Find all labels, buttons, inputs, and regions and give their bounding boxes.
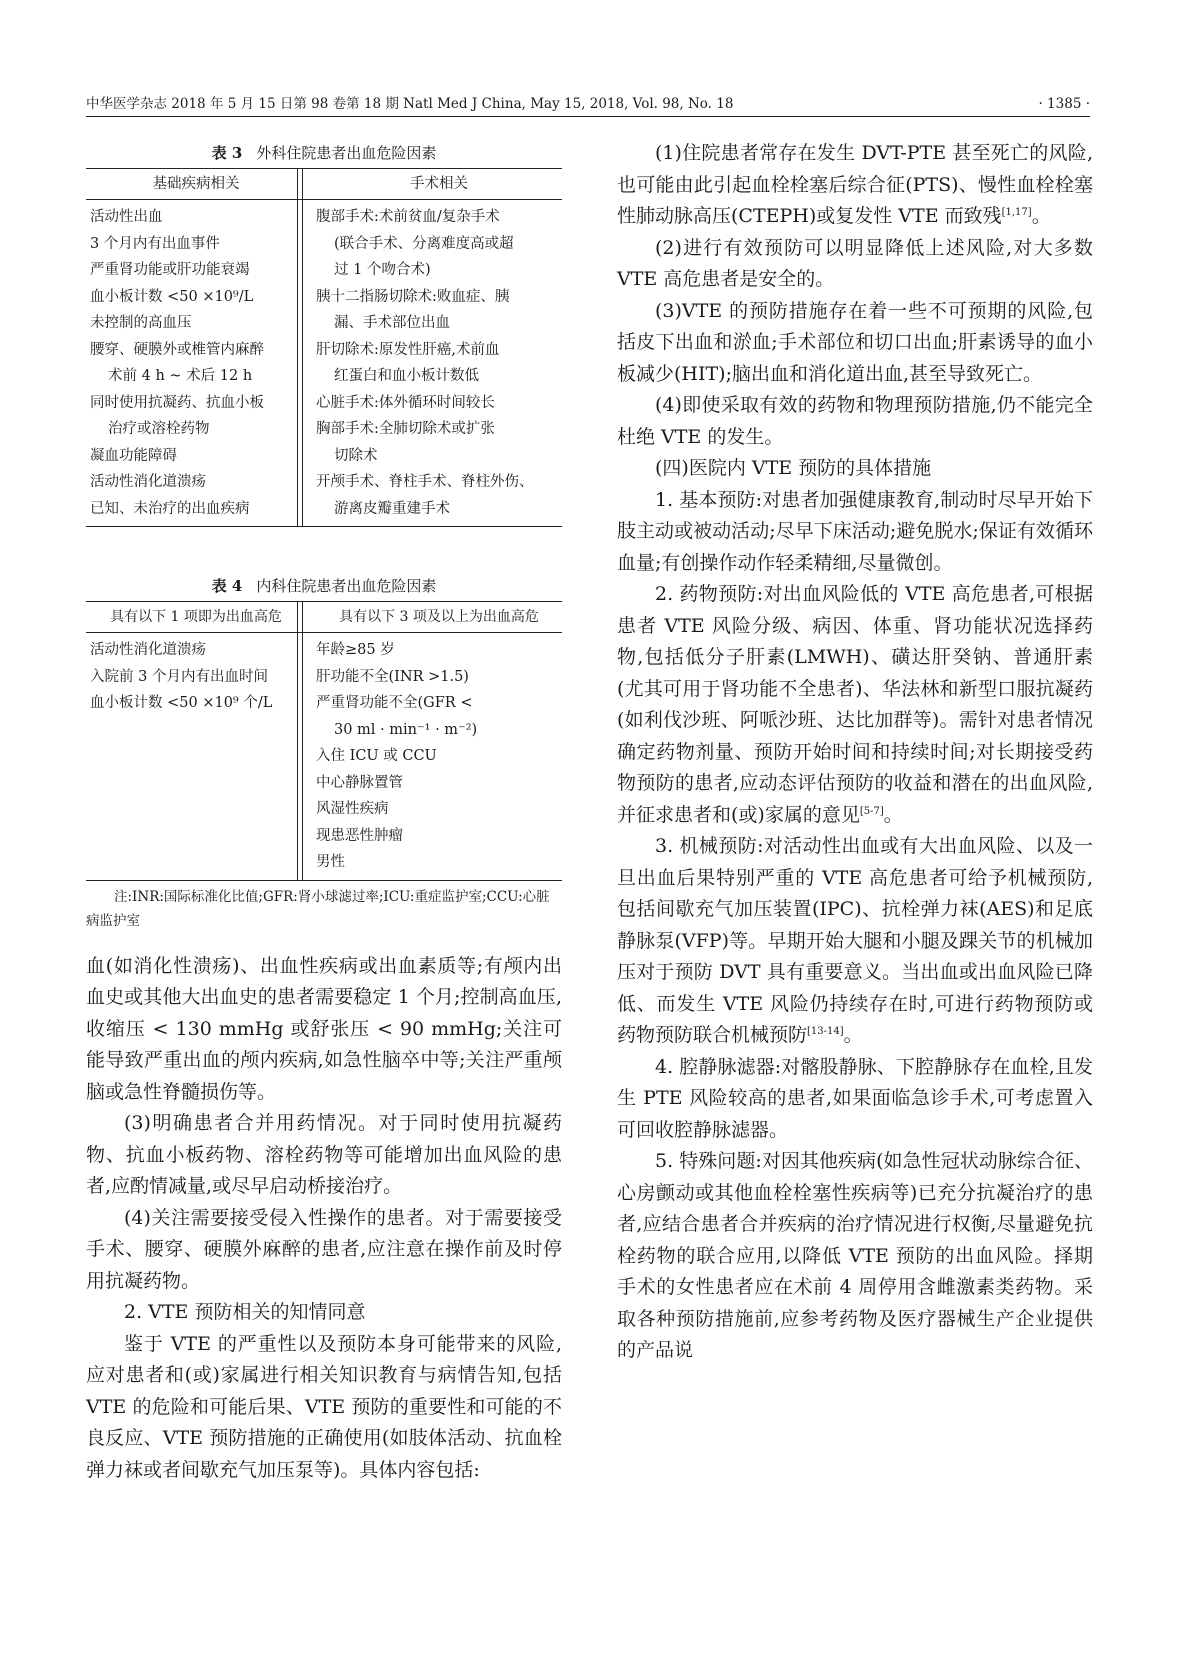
body-paragraph: 鉴于 VTE 的严重性以及预防本身可能带来的风险,应对患者和(或)家属进行相关知识教育与病情告知,包括 VTE 的危险和可能后果、VTE 预防的重要性和可能的不良反应、VTE 预防措施的正确使用(如肢体活动、抗血栓弹力袜或者间歇充气加压泵等)。具体内容包括: [86,1332,562,1481]
table-cell: 过 1 个吻合术) [334,262,431,278]
paragraph-end: 。 [843,1024,863,1046]
left-column [86,138,562,1486]
table4-caption [86,571,562,601]
table-cell: 游离皮瓣重建手术 [334,500,450,517]
table-cell: 血小板计数 <50 ×10⁹ 个/L [90,695,273,711]
table-cell: 男性 [316,854,345,870]
table-cell: 活动性出血 [90,209,163,225]
table-cell: 肝切除术:原发性肝癌,术前血 [316,341,500,358]
table-cell: 入住 ICU 或 CCU [316,748,437,764]
table4-header-row [86,602,562,633]
citation: [1,17] [1001,207,1032,218]
table-cell: 30 ml · min⁻¹ · m⁻²) [334,721,478,738]
table-cell: 漏、手术部位出血 [334,315,450,331]
section-heading: (四)医院内 VTE 预防的具体措施 [655,457,932,479]
page-number: · 1385 · [1038,96,1090,112]
table4-column-divider [297,602,303,880]
table4-title: 内科住院患者出血危险因素 [256,577,437,595]
table3-label: 表 3 [211,144,243,162]
body-paragraph: (3)VTE 的预防措施存在着一些不可预期的风险,包括皮下出血和淤血;手术部位和切口出血;肝素诱导的血小板减少(HIT);脑出血和消化道出血,甚至导致死亡。 [617,299,1093,385]
table4-col1 [86,637,302,876]
table-cell: 中心静脉置管 [316,774,403,791]
paragraph-text: 3. 机械预防:对活动性出血或有大出血风险、以及一旦出血后果特别严重的 VTE 高危患者可给予机械预防,包括间歇充气加压装置(IPC)、抗栓弹力袜(AES)和足底静脉泵(VFP)等。早期开始大腿和小腿及踝关节的机械加压对于预防 DVT 具有重要意义。当出血或出血风险已降低、而发生 VTE 风险仍持续存在时,可进行药物预防或药物预防联合机械预防 [617,835,1093,1046]
table3-title: 外科住院患者出血危险因素 [256,144,437,162]
paragraph-end: 。 [883,803,903,826]
table-cell: 凝血功能障碍 [90,447,177,464]
table4-body [86,633,562,880]
table-cell: 治疗或溶栓药物 [108,421,210,437]
table3-column-divider [297,169,303,526]
table3-col2-header: 手术相关 [410,176,468,192]
table-cell: 胰十二指肠切除术:败血症、胰 [316,288,510,305]
paragraph-text: (1)住院患者常存在发生 DVT-PTE 甚至死亡的风险,也可能由此引起血栓栓塞后综合征(PTS)、慢性血栓栓塞性肺动脉高压(CTEPH)或复发性 VTE 而致残 [617,142,1093,227]
table3-header-row [86,169,562,200]
body-paragraph: (2)进行有效预防可以明显降低上述风险,对大多数 VTE 高危患者是安全的。 [617,236,1093,290]
table4 [86,601,562,881]
table-cell: 肝功能不全(INR >1.5) [316,668,469,685]
table4-label: 表 4 [211,577,243,595]
table-cell: 胸部手术:全肺切除术或扩张 [316,421,495,437]
table3-caption [86,138,562,168]
table-cell: 血小板计数 <50 ×10⁹/L [90,288,254,305]
paragraph-end: 。 [1031,205,1051,227]
table-cell: 严重肾功能或肝功能衰竭 [90,262,250,278]
table-cell: 现患恶性肿瘤 [316,827,403,844]
table-cell: 3 个月内有出血事件 [90,235,220,252]
table4-col2 [302,637,562,876]
table-cell: 活动性消化道溃疡 [90,642,206,658]
table-cell: 已知、未治疗的出血疾病 [90,500,250,517]
citation: [5-7] [859,805,884,817]
body-paragraph: (3)明确患者合并用药情况。对于同时使用抗凝药物、抗血小板药物、溶栓药物等可能增加出血风险的患者,应酌情减量,或尽早启动桥接治疗。 [86,1112,562,1197]
table-cell: 风湿性疾病 [316,801,389,817]
table-cell: 严重肾功能不全(GFR < [316,695,473,711]
table3-col2 [302,204,562,522]
paragraph-text: 2. 药物预防:对出血风险低的 VTE 高危患者,可根据患者 VTE 风险分级、病因、体重、肾功能状况选择药物,包括低分子肝素(LMWH)、磺达肝癸钠、普通肝素(尤其可用于肾功能不全患者)、华法林和新型口服抗凝药(如利伐沙班、阿哌沙班、达比加群等)。需针对患者情况确定药物剂量、预防开始时间和持续时间;对长期接受药物预防的患者,应动态评估预防的收益和潜在的出血风险,并征求患者和(或)家属的意见 [617,583,1093,826]
citation: [13-14] [807,1026,844,1037]
table3-col1 [86,204,302,522]
table3-body [86,200,562,526]
table-cell: 切除术 [334,447,378,464]
table-cell: (联合手术、分离难度高或超 [334,235,514,252]
table-cell: 入院前 3 个月内有出血时间 [90,668,268,685]
section-heading: 2. VTE 预防相关的知情同意 [124,1301,366,1323]
table4-col2-header: 具有以下 3 项及以上为出血高危 [339,609,539,625]
table-cell: 未控制的高血压 [90,315,192,331]
table-cell: 活动性消化道溃疡 [90,474,206,490]
table-cell: 开颅手术、脊柱手术、脊柱外伤、 [316,474,534,490]
table4-col1-header: 具有以下 1 项即为出血高危 [110,609,282,625]
body-paragraph: 4. 腔静脉滤器:对髂股静脉、下腔静脉存在血栓,且发生 PTE 风险较高的患者,如果面临急诊手术,可考虑置入可回收腔静脉滤器。 [617,1055,1093,1141]
table-cell: 红蛋白和血小板计数低 [334,368,479,384]
body-paragraph: (4)关注需要接受侵入性操作的患者。对于需要接受手术、腰穿、硬膜外麻醉的患者,应注意在操作前及时停用抗凝药物。 [86,1206,562,1292]
body-paragraph [617,831,1093,1052]
table-cell: 术前 4 h ~ 术后 12 h [108,368,253,384]
journal-info: 中华医学杂志 2018 年 5 月 15 日第 98 卷第 18 期 Natl Med J China, May 15, 2018, Vol. 98, No. 18 [86,96,734,112]
table-cell: 年龄≥85 岁 [316,642,395,658]
body-paragraph [617,579,1093,831]
right-column [617,138,1093,1367]
body-paragraph: 5. 特殊问题:对因其他疾病(如急性冠状动脉综合征、心房颤动或其他血栓栓塞性疾病等)已充分抗凝治疗的患者,应结合患者合并疾病的治疗情况进行权衡,尽量避免抗栓药物的联合应用,以降低 VTE 预防的出血风险。择期手术的女性患者应在术前 4 周停用含雌激素类药物。采取各种预防措施前,应参考药物及医疗器械生产企业提供的产品说 [617,1150,1093,1361]
table3 [86,168,562,527]
table-cell: 腹部手术:术前贫血/复杂手术 [316,209,500,225]
table3-col1-header: 基础疾病相关 [152,176,240,192]
table4-note: 注:INR:国际标准化比值;GFR:肾小球滤过率;ICU:重症监护室;CCU:心脏病监护室 [86,888,550,929]
body-paragraph: 1. 基本预防:对患者加强健康教育,制动时尽早开始下肢主动或被动活动;尽早下床活动;避免脱水;保证有效循环血量;有创操作动作轻柔精细,尽量微创。 [617,488,1093,574]
running-header [86,92,1090,117]
table-cell: 心脏手术:体外循环时间较长 [316,394,495,411]
table-cell: 腰穿、硬膜外或椎管内麻醉 [90,341,264,358]
body-paragraph: 血(如消化性溃疡)、出血性疾病或出血素质等;有颅内出血史或其他大出血史的患者需要稳定 1 个月;控制高血压,收缩压 < 130 mmHg 或舒张压 < 90 mmHg;关注可能导致严重出血的颅内疾病,如急性脑卒中等;关注严重颅脑或急性脊髓损伤等。 [86,954,562,1103]
table-cell: 同时使用抗凝药、抗血小板 [90,394,264,411]
body-paragraph: (4)即使采取有效的药物和物理预防措施,仍不能完全杜绝 VTE 的发生。 [617,394,1093,448]
body-paragraph [617,138,1093,233]
